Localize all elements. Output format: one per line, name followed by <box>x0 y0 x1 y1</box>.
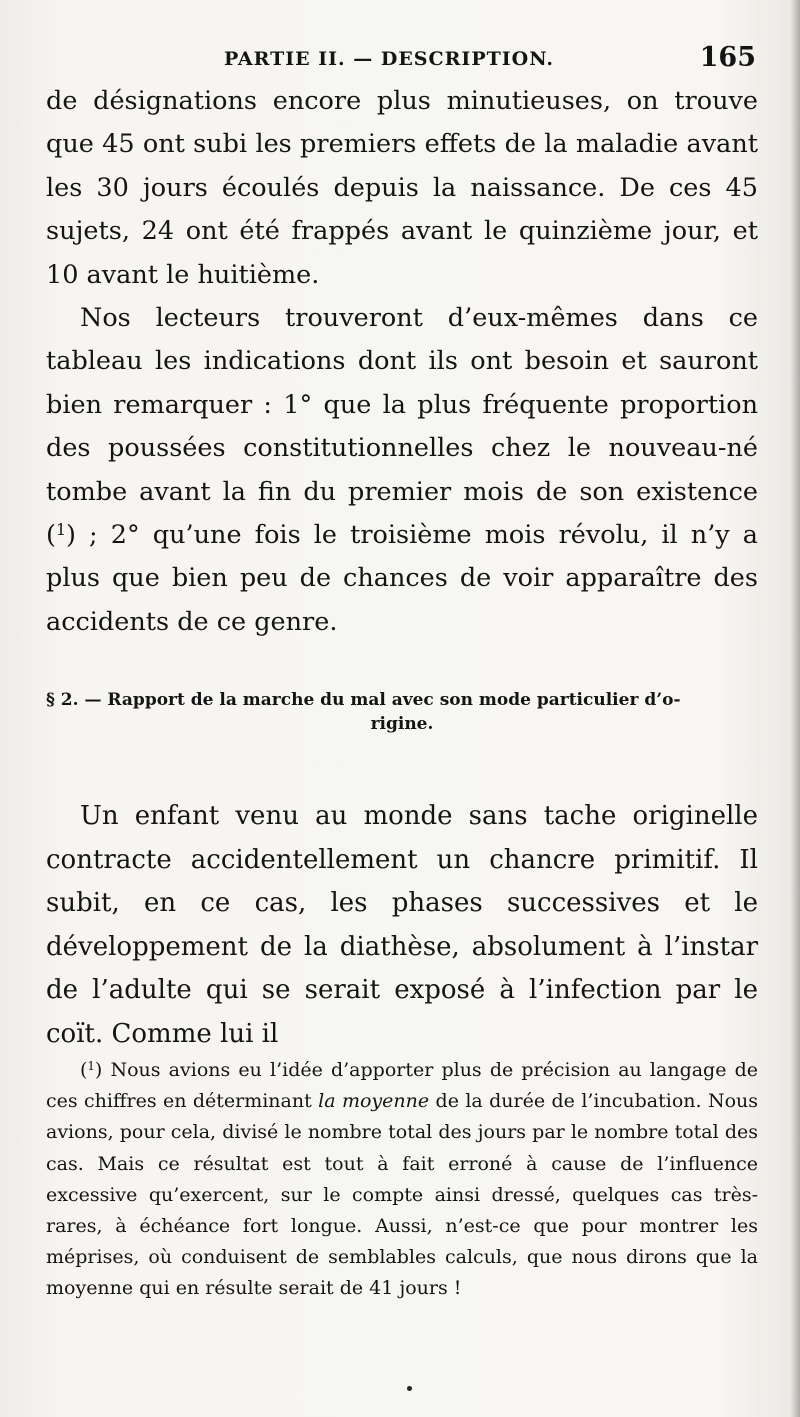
page-edge-shadow <box>790 0 800 1417</box>
section-heading-line1: § 2. — Rapport de la marche du mal avec son mode particulier d’o- <box>46 690 681 710</box>
footnote-text-end: de la durée de l’incubation. Nous avions, pour cela, divisé le nombre total des jours par le nombre total des cas. Mais ce résultat est tout à fait erroné à cause de l’influence excessive qu’exercent, sur le compte ainsi dressé, quelques cas très-rares, à échéance fort longue. Aussi, n’est-ce que pour montrer les méprises, où conduisent de semblables calculs, que nous dirons que la moyenne qui en résulte serait de 41 jours ! <box>46 1090 758 1300</box>
page-number: 165 <box>699 42 756 73</box>
ink-dot <box>407 1386 412 1391</box>
body-text-top <box>46 80 758 644</box>
running-head: PARTIE II. — DESCRIPTION. <box>224 48 554 70</box>
paragraph-lecteurs-text: Nos lecteurs trouveront d’eux-mêmes dans ce tableau les indications dont ils ont besoin et sauront bien remarquer : 1° que la plus fréquente proportion des poussées constitutionnelles chez le nouveau-né tombe avant la fin du premier mois de son existence ( <box>46 303 758 551</box>
footnote-text: ($^1$) Nous avions eu l’idée d’apporter plus de précision au langage de ces chiffres en déterminant la moyenne de la durée de l’incubation. Nous avions, pour cela, divisé le nombre total des jours par le nombre total des cas. Mais ce résultat est tout à fait erroné à cause de l’influence excessive qu’exercent, sur le compte ainsi dressé, quelques cas très-rares, à échéance fort longue. Aussi, n’est-ce que pour montrer les méprises, où conduisent de semblables calculs, que nous dirons que la moyenne qui en résulte serait de 41 jours ! <box>46 1059 759 1300</box>
page-header <box>46 42 758 82</box>
paragraph-continuation: de désignations encore plus minutieuses, on trouve que 45 ont subi les premiers effets de la maladie avant les 30 jours écoulés depuis la naissance. De ces 45 sujets, 24 ont été frappés avant le quinzième jour, et 10 avant le huitième. <box>46 86 758 290</box>
paragraph-lecteurs-text-end: ) ; 2° qu’une fois le troisième mois révolu, il n’y a plus que bien peu de chances de voir apparaître des accidents de ce genre. <box>46 520 758 637</box>
section-heading <box>46 688 758 736</box>
footnote-marker: 1 <box>87 1059 95 1074</box>
footnote-reference: 1 <box>55 520 67 540</box>
paragraph-lecteurs <box>46 297 758 644</box>
footnote <box>46 1055 758 1305</box>
footnote-text-start: Nous avions eu l’idée d’apporter plus de précision au langage de ces chiffres en déterminant <box>46 1059 759 1113</box>
footnote-italic: la moyenne <box>318 1090 430 1113</box>
body-text-bottom <box>46 795 758 1056</box>
paragraph-enfant: Un enfant venu au monde sans tache originelle contracte accidentellement un chancre primitif. Il subit, en ce cas, les phases successives et le développement de la diathèse, absolument à l’instar de l’adulte qui se serait exposé à l’infection par le coït. Comme lui il <box>46 801 758 1049</box>
section-heading-line2: rigine. <box>370 714 434 734</box>
